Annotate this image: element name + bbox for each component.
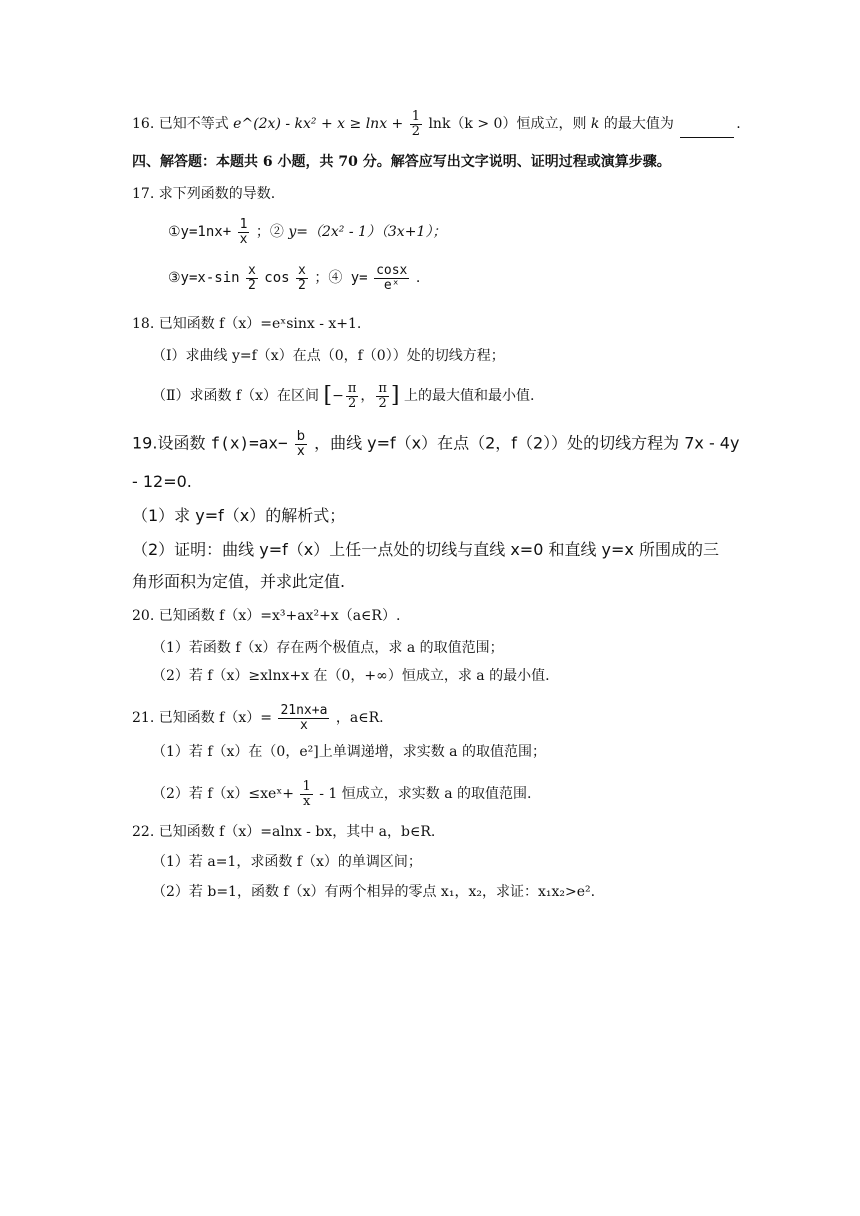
answer-blank xyxy=(680,123,734,138)
q17-f1-fraction xyxy=(238,218,250,246)
q21-frac-den: x xyxy=(300,717,308,733)
q17-f4-end: . xyxy=(415,270,421,287)
q18-fraction-2 xyxy=(376,382,389,410)
q19-part-1: （1）求 y=f（x）的解析式； xyxy=(132,506,346,525)
q16-number: 16. xyxy=(132,116,155,133)
q18-neg: − xyxy=(332,388,344,405)
q16-fraction xyxy=(410,110,422,138)
q19-frac-num: b xyxy=(296,429,305,444)
q16-middle: lnk（k > 0）恒成立，则 xyxy=(428,116,587,133)
q17-f1-den: x xyxy=(239,231,248,247)
q18-right-bracket: ] xyxy=(390,383,400,409)
question-18: 18. 已知函数 f（x）=eˣsinx - x+1. xyxy=(132,316,362,332)
question-22: 22. 已知函数 f（x）=alnx - bx，其中 a，b∈R. xyxy=(132,824,436,840)
q17-f4-fraction xyxy=(374,264,409,292)
q18-den1: 2 xyxy=(347,395,357,411)
q16-k: k xyxy=(590,116,600,133)
q21-p2-suffix: - 1 恒成立，求实数 a 的取值范围. xyxy=(319,786,532,803)
q21-suffix: ，a∈R. xyxy=(335,710,384,727)
q17-f3-den2: 2 xyxy=(298,277,306,293)
section-4-heading: 四、解答题：本题共 6 小题，共 70 分。解答应写出文字说明、证明过程或演算步骤。 xyxy=(132,154,671,170)
q16-inequality: e^(2x) - kx² + x ≥ lnx + xyxy=(233,116,404,133)
q19-fraction xyxy=(295,430,307,458)
q17-f3-fraction-2 xyxy=(296,264,308,292)
q16-frac-num: 1 xyxy=(411,109,420,124)
q18-fraction-1 xyxy=(346,382,359,410)
q18-num1: π xyxy=(347,381,357,396)
q16-frac-den: 2 xyxy=(411,123,420,139)
q17-formulas-2 xyxy=(168,264,420,292)
q19-suffix: ，曲线 y=f（x）在点（2，f（2））处的切线方程为 7x - 4y xyxy=(314,433,740,453)
q17-f4-den: eˣ xyxy=(383,277,400,293)
q17-f3-cos: cos xyxy=(264,270,290,287)
question-20: 20. 已知函数 f（x）=x³+ax²+x（a∈R）. xyxy=(132,608,401,624)
q18-p2-suffix: 上的最大值和最小值. xyxy=(403,388,535,405)
question-17: 17. 求下列函数的导数. xyxy=(132,186,276,202)
q18-comma: ， xyxy=(360,388,375,405)
q18-p2-prefix: （Ⅱ）求函数 f（x）在区间 xyxy=(152,388,320,405)
q18-den2: 2 xyxy=(378,395,387,411)
q21-p2-den: x xyxy=(302,793,311,809)
q22-part-1: （1）若 a=1，求函数 f（x）的单调区间； xyxy=(152,854,422,870)
q19-prefix: 19.设函数 xyxy=(132,433,206,453)
q21-frac-num: 21nx+a xyxy=(280,703,328,718)
q17-f3-fraction-1 xyxy=(246,264,258,292)
q21-fraction xyxy=(278,704,329,732)
q17-f3: ③y=x-sin xyxy=(168,270,240,287)
question-19 xyxy=(132,430,739,458)
question-21 xyxy=(132,704,384,732)
q17-f1: ①y=1nx+ xyxy=(168,224,232,241)
q21-p2-prefix: （2）若 f（x）≤xeˣ+ xyxy=(152,786,295,803)
q21-part-2 xyxy=(152,780,531,808)
q21-part-1: （1）若 f（x）在（0，e²]上单调递增，求实数 a 的取值范围； xyxy=(152,744,546,760)
q20-part-2: （2）若 f（x）≥xlnx+x 在（0，+∞）恒成立，求 a 的最小值. xyxy=(152,668,550,684)
q17-f3-num2: x xyxy=(298,263,306,278)
q17-f4-prefix: ；④ y= xyxy=(314,270,368,287)
q19-frac-den: x xyxy=(296,443,305,459)
q21-p2-fraction xyxy=(300,780,312,808)
q17-formulas-1 xyxy=(168,218,446,246)
q17-f3-num1: x xyxy=(248,263,256,278)
q17-f1-num: 1 xyxy=(239,217,248,232)
question-16 xyxy=(132,110,741,138)
q17-sep: ；② xyxy=(255,224,284,241)
q18-part-1: （Ⅰ）求曲线 y=f（x）在点（0，f（0））处的切线方程； xyxy=(152,348,505,364)
q19-fx: f(x)=ax− xyxy=(210,433,288,453)
q16-prefix: 已知不等式 xyxy=(158,116,229,133)
q18-part-2 xyxy=(152,382,534,410)
q20-part-1: （1）若函数 f（x）存在两个极值点，求 a 的取值范围； xyxy=(152,640,504,656)
q19-part-2b: 角形面积为定值，并求此定值. xyxy=(132,572,346,591)
q18-left-bracket: [ xyxy=(323,383,333,409)
q17-f2: y=（2x² - 1）（3x+1）； xyxy=(288,224,447,241)
q16-suffix: 的最大值为 xyxy=(603,116,674,133)
q17-f4-num: cosx xyxy=(376,263,408,278)
q17-f3-den1: 2 xyxy=(248,277,256,293)
q19-continuation: - 12=0. xyxy=(132,472,192,491)
q21-prefix: 21. 已知函数 f（x）= xyxy=(132,710,272,727)
q19-part-2a: （2）证明：曲线 y=f（x）上任一点处的切线与直线 x=0 和直线 y=x 所围成的三 xyxy=(132,540,719,559)
q18-num2: π xyxy=(378,381,387,396)
q21-p2-num: 1 xyxy=(302,779,311,794)
q16-end: . xyxy=(736,116,741,133)
q22-part-2: （2）若 b=1，函数 f（x）有两个相异的零点 x₁，x₂，求证：x₁x₂>e². xyxy=(152,884,596,900)
